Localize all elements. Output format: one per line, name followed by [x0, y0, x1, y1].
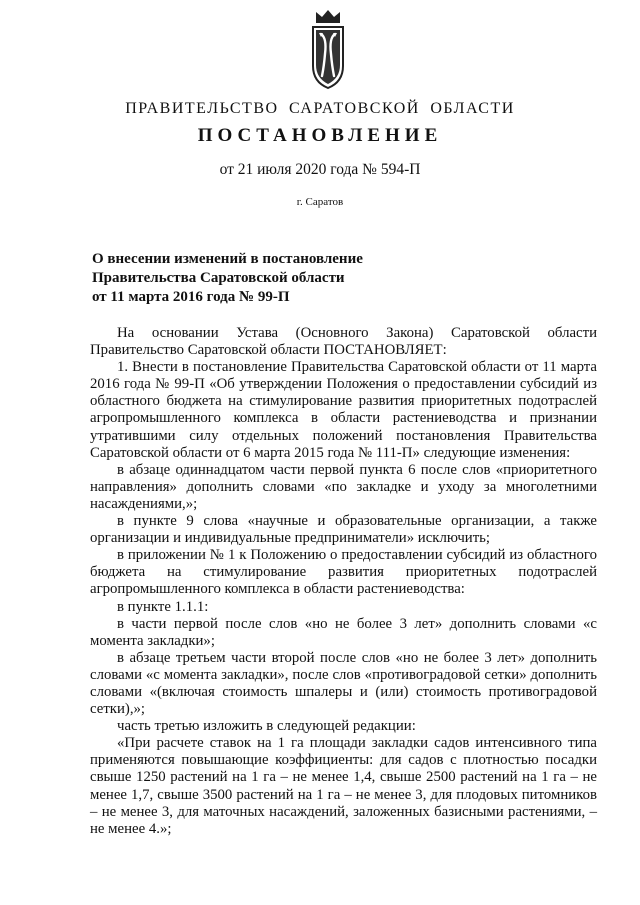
body-paragraph: «При расчете ставок на 1 га площади закладки садов интенсивного типа применяются повышающие коэффициенты: для садов с плотностью посадки свыше 1250 растений на 1 га – не менее 1,4, свыше 2500 растений на 1 га – не менее 1,7, свыше 3500 растений на 1 га – не менее 3, для плодовых питомников – не менее 3, для маточных насаждений, заложенных базисными растениями, – не менее 4.»; [90, 735, 597, 837]
body-paragraph: 1. Внести в постановление Правительства Саратовской области от 11 марта 2016 года № 99-П «Об утверждении Положения о предоставлении субсидий из областного бюджета на стимулирование развития приоритетных подотраслей агропромышленного комплекса в области растениеводства и признании утратившими силу отдельных положений постановления Правительства Саратовской области от 6 марта 2015 года № 111-П» следующие изменения: [90, 359, 597, 461]
body-paragraph: часть третью изложить в следующей редакции: [117, 718, 416, 735]
heading-line: Правительства Саратовской области [92, 270, 345, 286]
body-paragraph: в абзаце третьем части второй после слов «но не более 3 лет» дополнить словами «с момента закладки», после слов «противоградовой сетки» дополнить словами «(включая стоимость шпалеры и (или) стоимость противоградовой сетки),»; [90, 649, 597, 718]
document-city: г. Саратов [296, 196, 344, 208]
document-type: ПОСТАНОВЛЕНИЕ [197, 125, 443, 146]
document-body [90, 325, 597, 838]
body-paragraph: в приложении № 1 к Положению о предоставлении субсидий из областного бюджета на стимулирование развития приоритетных подотраслей агропромышленного комплекса в области растениеводства: [90, 547, 597, 598]
heading-line: от 11 марта 2016 года № 99-П [92, 289, 290, 305]
body-paragraph: в абзаце одиннадцатом части первой пункта 6 после слов «приоритетного направления» дополнить словами «по закладке и уходу за многолетними насаждениями,»; [90, 461, 597, 512]
document-heading [92, 250, 512, 307]
saratov-coat-of-arms-icon [308, 10, 348, 90]
body-paragraph: в пункте 1.1.1: [117, 598, 209, 615]
body-paragraph: в пункте 9 слова «научные и образовательные организации, а также организации и индивидуальные предприниматели» исключить; [90, 513, 597, 547]
body-paragraph: в части первой после слов «но не более 3 лет» дополнить словами «с момента закладки»; [90, 615, 597, 649]
body-paragraph: На основании Устава (Основного Закона) Саратовской области Правительство Саратовской области ПОСТАНОВЛЯЕТ: [90, 325, 597, 359]
document-date-number: от 21 июля 2020 года № 594-П [219, 161, 421, 178]
heading-line: О внесении изменений в постановление [92, 251, 363, 267]
government-title: ПРАВИТЕЛЬСТВО САРАТОВСКОЙ ОБЛАСТИ [125, 100, 515, 117]
